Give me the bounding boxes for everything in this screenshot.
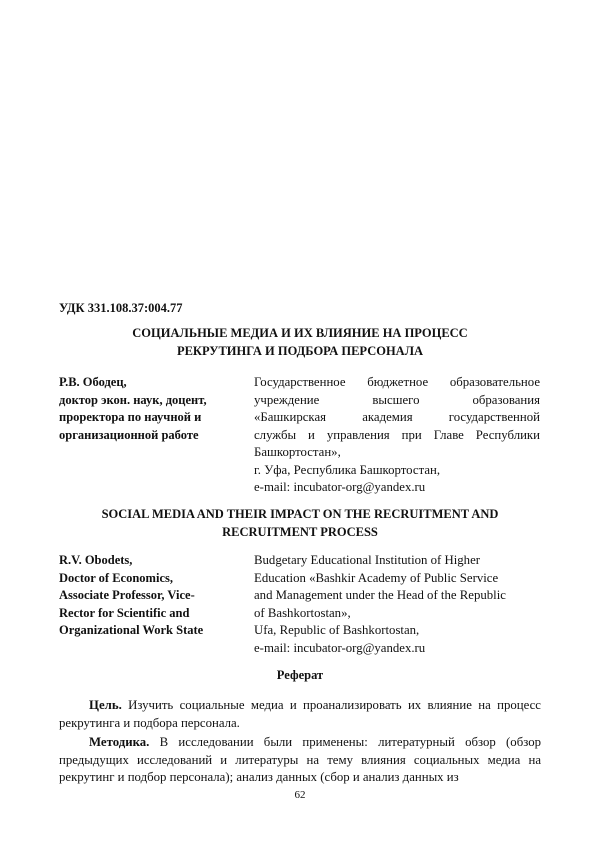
paragraph-method	[59, 734, 541, 787]
paragraph-label: Методика.	[89, 735, 150, 749]
affiliation-en-line: and Management under the Head of the Republic	[254, 588, 506, 602]
affiliation-ru-line: учреждение высшего образования	[254, 392, 540, 407]
affiliation-en-city: Ufa, Republic of Bashkortostan,	[254, 623, 420, 637]
article-title-en	[59, 505, 541, 541]
affiliation-en-line: Education «Bashkir Academy of Public Service	[254, 570, 499, 585]
paragraph-text: Изучить социальные медиа и проанализировать их влияние на процесс рекрутинга и подбора персонала.	[59, 698, 541, 730]
author-name-en: R.V. Obodets,	[59, 553, 133, 567]
affiliation-ru-line: «Башкирская академия государственной	[254, 410, 540, 424]
author-position-en: Associate Professor, Vice-	[59, 588, 195, 602]
author-degree-ru: доктор экон. наук, доцент,	[59, 392, 207, 407]
affiliation-en-line: of Bashkortostan»,	[254, 605, 351, 620]
abstract-heading: Реферат	[276, 668, 324, 682]
affiliation-ru-line: службы и управления при Главе Республики	[254, 427, 540, 442]
title-ru-line: СОЦИАЛЬНЫЕ МЕДИА И ИХ ВЛИЯНИЕ НА ПРОЦЕСС	[132, 326, 468, 340]
affiliation-en-email: e-mail: incubator-org@yandex.ru	[254, 640, 426, 655]
author-position-ru: проректора по научной и	[59, 410, 202, 424]
paragraph-label: Цель.	[89, 698, 122, 712]
affiliation-en	[254, 552, 544, 657]
author-position-en: Organizational Work State	[59, 623, 204, 637]
page-number: 62	[294, 789, 306, 801]
affiliation-ru-city: г. Уфа, Республика Башкортостан,	[254, 462, 441, 477]
author-info-ru	[59, 374, 249, 444]
author-name-ru: Р.В. Ободец,	[59, 375, 127, 389]
author-position-en: Rector for Scientific and	[59, 605, 190, 620]
title-en-line: RECRUITMENT PROCESS	[222, 525, 378, 539]
affiliation-ru-line: Государственное бюджетное образовательное	[254, 375, 540, 389]
paragraph-text: В исследовании были применены: литературный обзор (обзор предыдущих исследований и литературы на тему влияния социальных медиа на рекрутинг и подбор персонала); анализ данных (сбор и анализ данных из	[59, 735, 541, 784]
author-position-ru: организационной работе	[59, 427, 199, 442]
affiliation-ru-line: Башкортостан»,	[254, 445, 341, 459]
author-degree-en: Doctor of Economics,	[59, 570, 173, 585]
article-title-ru	[59, 324, 541, 360]
paragraph-goal	[59, 697, 541, 732]
affiliation-en-line: Budgetary Educational Institution of Higher	[254, 553, 481, 567]
affiliation-ru-email: e-mail: incubator-org@yandex.ru	[254, 480, 426, 494]
title-en-line: SOCIAL MEDIA AND THEIR IMPACT ON THE RECRUITMENT AND	[101, 507, 499, 521]
affiliation-ru	[254, 374, 540, 497]
title-ru-line: РЕКРУТИНГА И ПОДБОРА ПЕРСОНАЛА	[176, 344, 424, 358]
author-info-en	[59, 552, 249, 640]
udc-code: УДК 331.108.37:004.77	[59, 301, 183, 315]
abstract-body	[59, 697, 541, 789]
